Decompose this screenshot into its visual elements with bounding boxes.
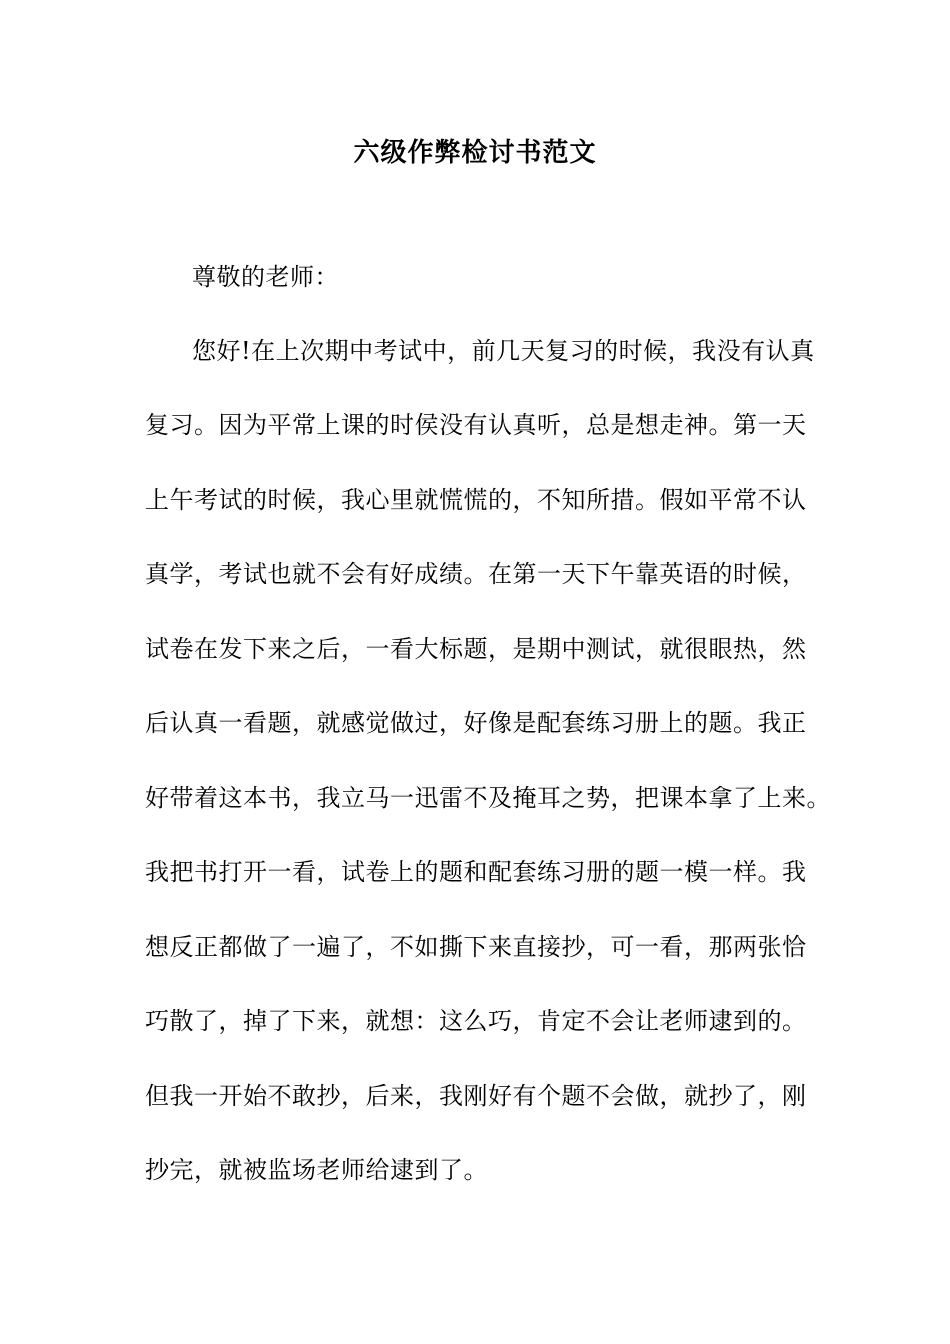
body-line: 试卷在发下来之后，一看大标题，是期中测试，就很眼热，然: [145, 635, 807, 663]
body-line: 真学，考试也就不会有好成绩。在第一天下午靠英语的时候，: [145, 560, 807, 588]
body-line: 复习。因为平常上课的时侯没有认真听，总是想走神。第一天: [145, 411, 807, 439]
body-line: 想反正都做了一遍了，不如撕下来直接抄，可一看，那两张恰: [145, 933, 807, 961]
body-line: 我把书打开一看，试卷上的题和配套练习册的题一模一样。我: [145, 858, 807, 886]
document-title: 六级作弊检讨书范文: [353, 138, 597, 168]
body-line: 您好!在上次期中考试中，前几天复习的时候，我没有认真: [192, 337, 815, 365]
body-line: 上午考试的时候，我心里就慌慌的，不知所措。假如平常不认: [145, 486, 807, 514]
salutation: 尊敬的老师：: [192, 263, 339, 291]
body-line: 巧散了，掉了下来，就想：这么巧，肯定不会让老师逮到的。: [145, 1007, 807, 1035]
body-line: 抄完，就被监场老师给逮到了。: [145, 1156, 488, 1184]
body-line: 后认真一看题，就感觉做过，好像是配套练习册上的题。我正: [145, 709, 807, 737]
body-line: 好带着这本书，我立马一迅雷不及掩耳之势，把课本拿了上来。: [145, 784, 831, 812]
body-line: 但我一开始不敢抄，后来，我刚好有个题不会做，就抄了，刚: [145, 1082, 807, 1110]
